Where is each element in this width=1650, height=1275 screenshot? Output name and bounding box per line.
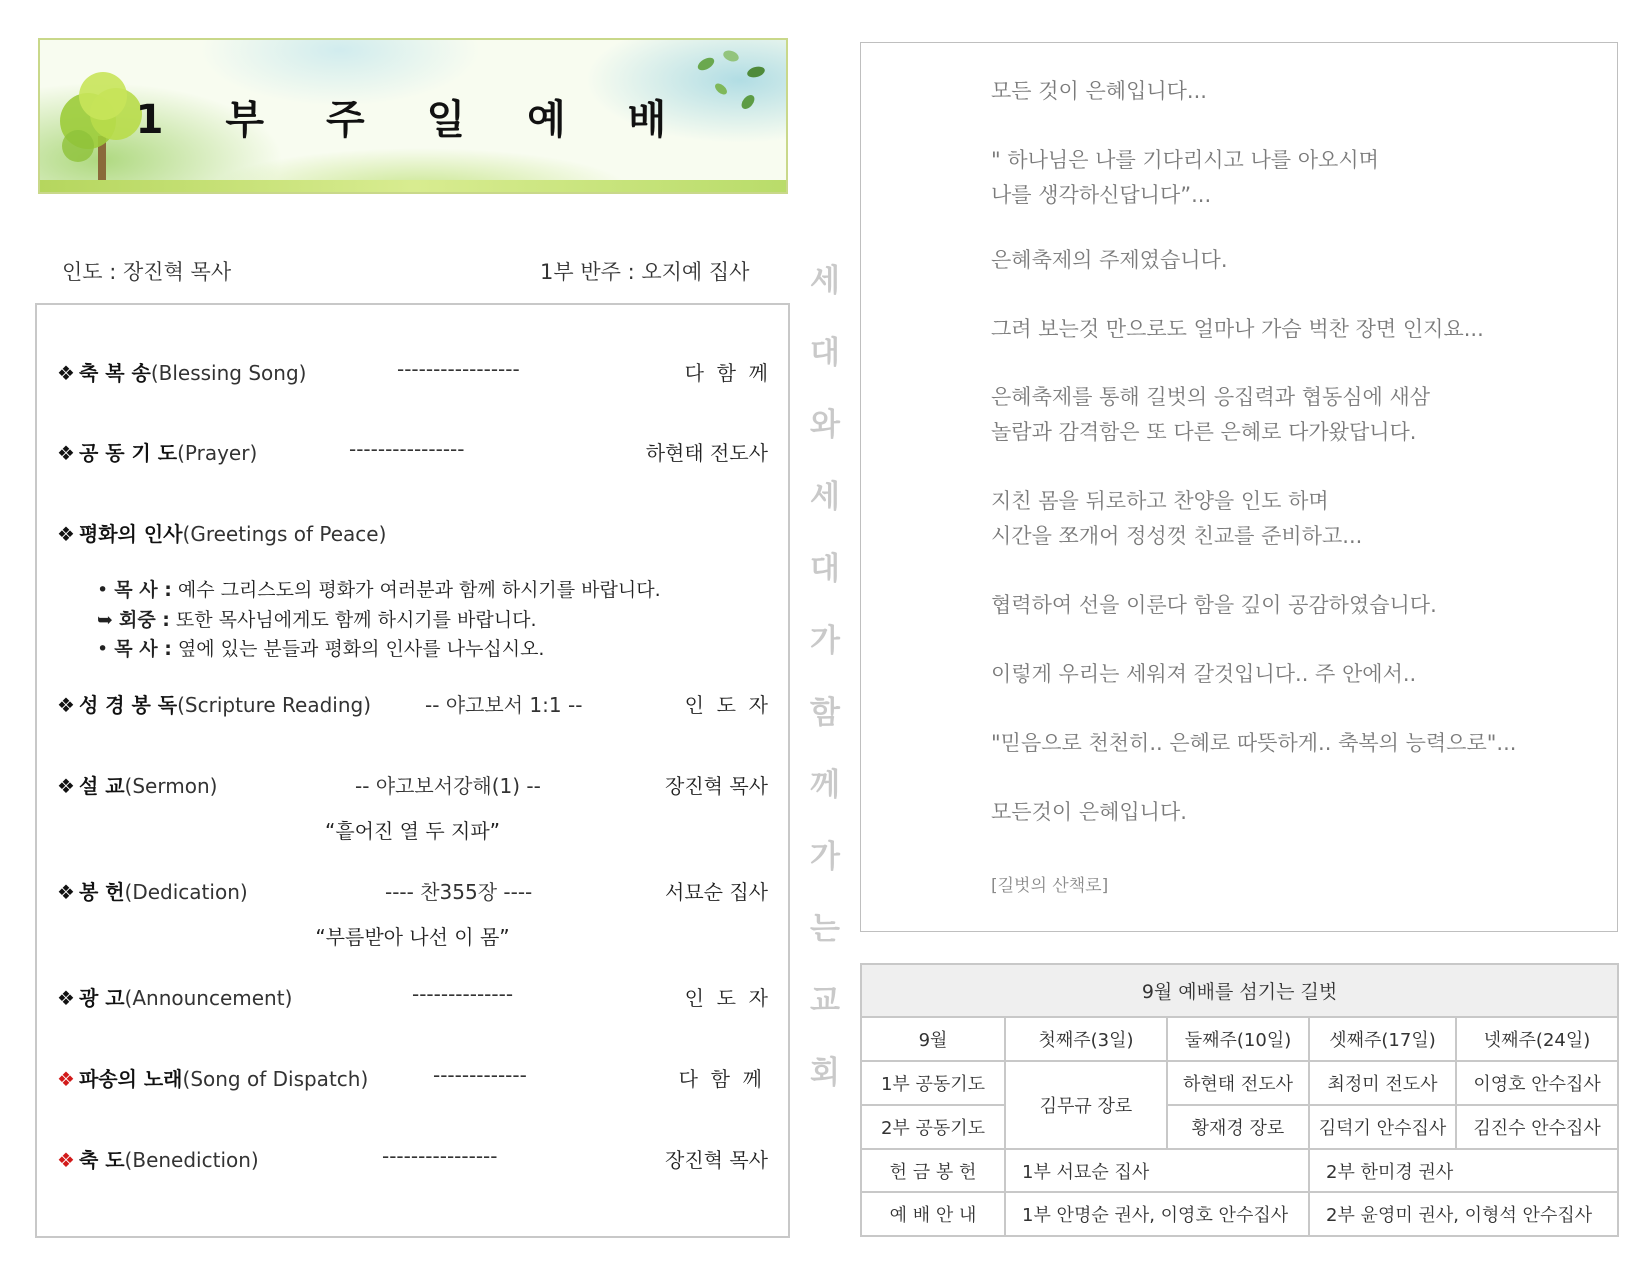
diamond-icon: ❖ bbox=[57, 1148, 75, 1172]
order-item-scripture: ❖ 성 경 봉 독(Scripture Reading) -- 야고보서 1:1 -- 인 도 자 bbox=[57, 693, 768, 717]
essay-source: [길벗의 산책로] bbox=[991, 876, 1109, 896]
order-item-blessing-song: ❖ 축 복 송(Blessing Song) ----------------- 다 함 께 bbox=[57, 357, 768, 385]
table-header: 9월 bbox=[861, 1017, 1005, 1062]
order-item-song-of-dispatch: ❖ 파송의 노래(Song of Dispatch) ------------- 다 함 께 bbox=[57, 1063, 762, 1091]
table-cell: 2부 한미경 권사 bbox=[1309, 1149, 1618, 1193]
table-header: 둘째주(10일) bbox=[1167, 1017, 1309, 1062]
greeting-line: • 목 사 : 옆에 있는 분들과 평화의 인사를 나누십시오. bbox=[97, 638, 545, 660]
service-volunteers-table bbox=[860, 963, 1619, 1237]
order-item-announcement: ❖ 광 고(Announcement) -------------- 인 도 자 bbox=[57, 982, 768, 1010]
essay-paragraph: " 하나님은 나를 기다리시고 나를 아오시며 나를 생각하신답니다”... bbox=[991, 148, 1379, 207]
table-cell: 1부 안명순 권사, 이영호 안수집사 bbox=[1005, 1192, 1309, 1236]
bullet-icon: • bbox=[97, 579, 109, 601]
table-row bbox=[861, 1105, 1618, 1149]
order-item-greetings: ❖ 평화의 인사(Greetings of Peace) bbox=[57, 522, 387, 546]
table-header-row bbox=[861, 1017, 1618, 1062]
table-cell: 1부 서묘순 집사 bbox=[1005, 1149, 1309, 1193]
table-cell: 김진수 안수집사 bbox=[1456, 1105, 1618, 1149]
sermon-title: “흩어진 열 두 지파” bbox=[324, 819, 501, 843]
order-item-prayer: ❖ 공 동 기 도(Prayer) ---------------- 하현태 전도사 bbox=[57, 437, 768, 465]
table-caption: 9월 예배를 섬기는 길벗 bbox=[861, 964, 1618, 1017]
table-cell: 김무규 장로 bbox=[1005, 1061, 1167, 1148]
table-cell: 이영호 안수집사 bbox=[1456, 1061, 1618, 1105]
diamond-icon: ❖ bbox=[57, 1067, 75, 1091]
essay-paragraph: 그려 보는것 만으로도 얼마나 가슴 벅찬 장면 인지요... bbox=[991, 317, 1484, 341]
accompanist-label: 1부 반주 : 오지예 집사 bbox=[540, 260, 750, 284]
order-item-sermon: ❖ 설 교(Sermon) -- 야고보서강해(1) -- 장진혁 목사 bbox=[57, 774, 768, 798]
table-cell: 하현태 전도사 bbox=[1167, 1061, 1309, 1105]
essay-paragraph: 지친 몸을 뒤로하고 찬양을 인도 하며 시간을 쪼개어 정성껏 친교를 준비하고... bbox=[991, 489, 1363, 548]
table-header: 첫째주(3일) bbox=[1005, 1017, 1167, 1062]
greeting-line: • 목 사 : 예수 그리스도의 평화가 여러분과 함께 하시기를 바랍니다. bbox=[97, 579, 661, 601]
table-row-label: 헌 금 봉 헌 bbox=[861, 1149, 1005, 1193]
essay-paragraph: 협력하여 선을 이룬다 함을 깊이 공감하였습니다. bbox=[991, 593, 1437, 617]
table-caption-row bbox=[861, 964, 1618, 1017]
greeting-line: ➥ 회중 : 또한 목사님에게도 함께 하시기를 바랍니다. bbox=[97, 609, 537, 631]
table-row-label: 예 배 안 내 bbox=[861, 1192, 1005, 1236]
essay-paragraph: 모든 것이 은혜입니다... bbox=[991, 79, 1207, 103]
banner-border bbox=[40, 180, 786, 192]
table-header: 셋째주(17일) bbox=[1309, 1017, 1456, 1062]
bullet-icon: • bbox=[97, 638, 109, 660]
essay-panel bbox=[860, 42, 1618, 932]
page-title: 1 부 주 일 예 배 bbox=[135, 97, 691, 143]
diamond-icon: ❖ bbox=[57, 986, 75, 1010]
diamond-icon: ❖ bbox=[57, 693, 75, 717]
table-cell: 2부 윤영미 권사, 이형석 안수집사 bbox=[1309, 1192, 1618, 1236]
essay-paragraph: 모든것이 은혜입니다. bbox=[991, 800, 1187, 824]
table-row bbox=[861, 1061, 1618, 1105]
essay-paragraph: 은혜축제의 주제였습니다. bbox=[991, 248, 1228, 272]
diamond-icon: ❖ bbox=[57, 522, 75, 546]
essay-paragraph: 이렇게 우리는 세워져 갈것입니다.. 주 안에서.. bbox=[991, 662, 1417, 686]
order-item-dedication: ❖ 봉 헌(Dedication) ---- 찬355장 ---- 서묘순 집사 bbox=[57, 880, 768, 904]
essay-paragraph: 은혜축제를 통해 길벗의 응집력과 협동심에 새삼 놀람과 감격함은 또 다른 은혜로 다가왔답니다. bbox=[991, 385, 1431, 444]
table-row bbox=[861, 1192, 1618, 1236]
arrow-icon: ➥ bbox=[97, 609, 113, 631]
table-row-label: 2부 공동기도 bbox=[861, 1105, 1005, 1149]
leader-label: 인도 : 장진혁 목사 bbox=[62, 260, 232, 284]
order-item-benediction: ❖ 축 도(Benediction) ---------------- 장진혁 목사 bbox=[57, 1144, 768, 1172]
vertical-church-motto: 세 대 와 세 대 가 함 께 가 는 교 회 bbox=[810, 263, 840, 1091]
essay-paragraph: "믿음으로 천천히.. 은혜로 따뜻하게.. 축복의 능력으로"... bbox=[991, 731, 1517, 755]
dedication-hymn: “부름받아 나선 이 몸” bbox=[315, 925, 510, 949]
diamond-icon: ❖ bbox=[57, 774, 75, 798]
table-row-label: 1부 공동기도 bbox=[861, 1061, 1005, 1105]
diamond-icon: ❖ bbox=[57, 361, 75, 385]
table-cell: 김덕기 안수집사 bbox=[1309, 1105, 1456, 1149]
table-header: 넷째주(24일) bbox=[1456, 1017, 1618, 1062]
diamond-icon: ❖ bbox=[57, 880, 75, 904]
diamond-icon: ❖ bbox=[57, 441, 75, 465]
title-banner bbox=[38, 38, 788, 194]
table-cell: 최정미 전도사 bbox=[1309, 1061, 1456, 1105]
order-of-worship bbox=[35, 303, 790, 1238]
table-cell: 황재경 장로 bbox=[1167, 1105, 1309, 1149]
table-row bbox=[861, 1149, 1618, 1193]
